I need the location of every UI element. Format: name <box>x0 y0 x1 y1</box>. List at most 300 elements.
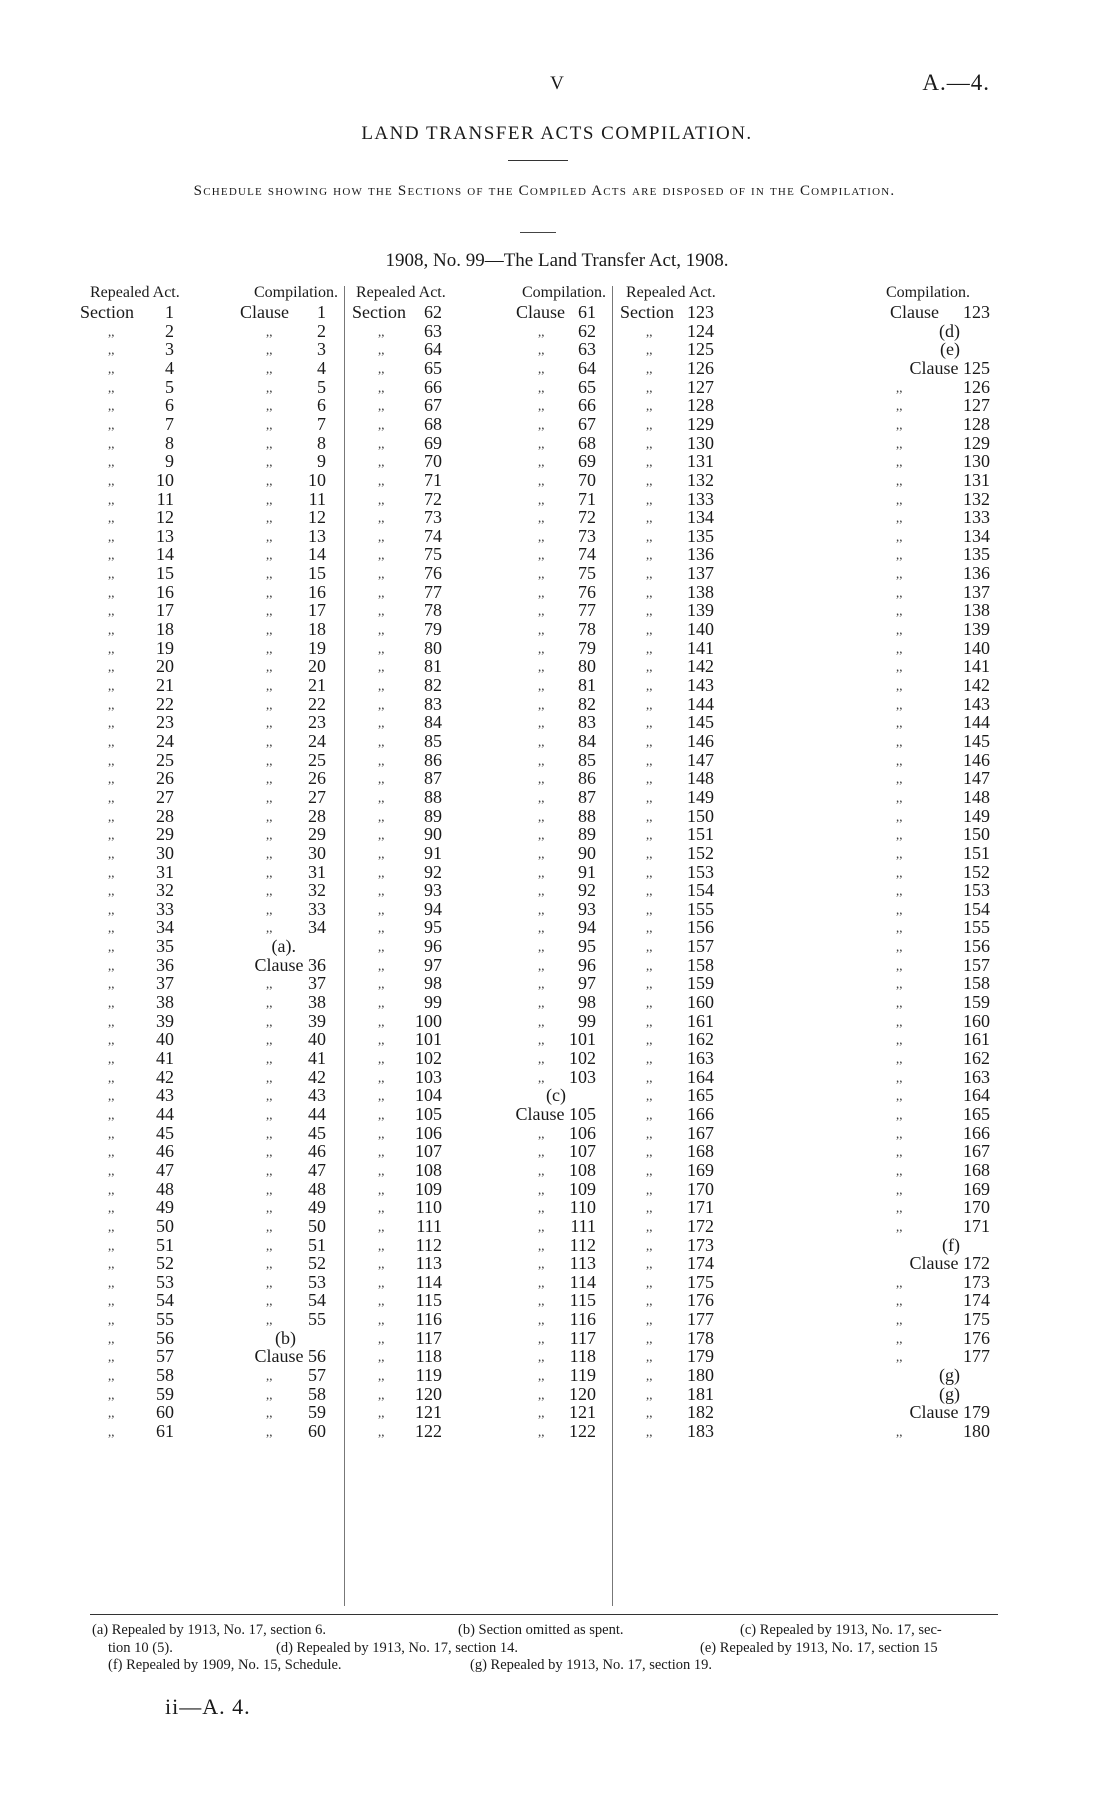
compilation-clause-number: 69 <box>578 451 596 472</box>
compilation-clause-number: 123 <box>963 302 990 322</box>
repealed-section-number: 131 <box>687 451 714 472</box>
compilation-clause-number: 111 <box>570 1215 596 1236</box>
ditto-mark: ,, <box>378 733 385 749</box>
repealed-section-number: 40 <box>156 1029 174 1050</box>
compilation-clause-number: 121 <box>569 1402 596 1423</box>
ditto-mark: ,, <box>538 472 545 488</box>
ditto-mark: ,, <box>896 789 903 805</box>
ditto-mark: ,, <box>896 603 903 619</box>
compilation-clause-number: 42 <box>308 1066 326 1087</box>
ditto-mark: ,, <box>266 1386 273 1402</box>
ditto-mark: ,, <box>266 733 273 749</box>
compilation-clause-number: 28 <box>308 805 326 826</box>
compilation-clause-number: 79 <box>578 637 596 658</box>
ditto-mark: ,, <box>378 360 385 376</box>
compilation-clause-number: 130 <box>963 451 990 472</box>
compilation-clause-number: 177 <box>963 1346 990 1367</box>
repealed-section-number: 174 <box>687 1253 714 1274</box>
ditto-mark: ,, <box>108 323 115 339</box>
ditto-mark: ,, <box>646 640 653 656</box>
ditto-mark: ,, <box>378 622 385 638</box>
compilation-clause-number: 67 <box>578 413 596 434</box>
ditto-mark: ,, <box>266 845 273 861</box>
ditto-mark: ,, <box>266 883 273 899</box>
compilation-clause-number: 152 <box>963 861 990 882</box>
compilation-clause-number: 153 <box>963 880 990 901</box>
ditto-mark: ,, <box>646 1200 653 1216</box>
repealed-section-number: 45 <box>156 1122 174 1143</box>
repealed-section-number: 73 <box>424 507 442 528</box>
ditto-mark: ,, <box>646 510 653 526</box>
ditto-mark: ,, <box>266 1013 273 1029</box>
ditto-mark: ,, <box>378 379 385 395</box>
ditto-mark: ,, <box>896 379 903 395</box>
ditto-mark: ,, <box>646 920 653 936</box>
repealed-section-number: 93 <box>424 880 442 901</box>
repealed-section-number: 71 <box>424 469 442 490</box>
compilation-clause-number: 27 <box>308 786 326 807</box>
compilation-clause-number: 176 <box>963 1327 990 1348</box>
compilation-clause-number: 112 <box>569 1234 596 1255</box>
ditto-mark: ,, <box>646 1424 653 1439</box>
ditto-mark: ,, <box>538 435 545 451</box>
repealed-section-number: 155 <box>687 898 714 919</box>
ditto-mark: ,, <box>108 1237 115 1253</box>
repealed-section-number: 84 <box>424 712 442 733</box>
ditto-mark: ,, <box>378 584 385 600</box>
compilation-clause-number: 167 <box>963 1141 990 1162</box>
repealed-section-number: 113 <box>415 1253 442 1274</box>
ditto-mark: ,, <box>646 1218 653 1234</box>
compilation-clause-number: 33 <box>308 898 326 919</box>
ditto-mark: ,, <box>108 1218 115 1234</box>
ditto-mark: ,, <box>108 659 115 675</box>
repealed-section-number: 53 <box>156 1271 174 1292</box>
repealed-section-number: 42 <box>156 1066 174 1087</box>
ditto-mark: ,, <box>646 789 653 805</box>
ditto-mark: ,, <box>266 752 273 768</box>
ditto-mark: ,, <box>108 995 115 1011</box>
ditto-mark: ,, <box>108 845 115 861</box>
ditto-mark: ,, <box>266 678 273 693</box>
ditto-mark: ,, <box>108 360 115 376</box>
footnote-b: (b) Section omitted as spent. <box>458 1622 624 1638</box>
clause-label: Clause <box>516 302 565 322</box>
compilation-clause-number: 142 <box>963 675 990 695</box>
repealed-section-number: 180 <box>687 1365 714 1386</box>
ditto-mark: ,, <box>266 1144 273 1160</box>
ditto-mark: ,, <box>538 789 545 805</box>
ditto-mark: ,, <box>538 715 545 731</box>
repealed-section-number: 154 <box>687 880 714 901</box>
ditto-mark: ,, <box>378 603 385 619</box>
repealed-section-number: 135 <box>687 525 714 546</box>
ditto-mark: ,, <box>378 901 385 917</box>
repealed-section-number: 2 <box>165 320 174 341</box>
ditto-mark: ,, <box>896 1424 903 1439</box>
ditto-mark: ,, <box>646 360 653 376</box>
ditto-mark: ,, <box>378 416 385 432</box>
ditto-mark: ,, <box>266 416 273 432</box>
repealed-section-number: 153 <box>687 861 714 882</box>
repealed-section-number: 70 <box>424 451 442 472</box>
repealed-section-number: 145 <box>687 712 714 733</box>
ditto-mark: ,, <box>266 603 273 619</box>
compilation-clause-number: 8 <box>317 432 326 453</box>
ditto-mark: ,, <box>646 827 653 843</box>
ditto-mark: ,, <box>538 1349 545 1365</box>
compilation-clause-number: 129 <box>963 432 990 453</box>
ditto-mark: ,, <box>266 1424 273 1439</box>
repealed-section-number: 158 <box>687 954 714 975</box>
ditto-mark: ,, <box>538 1162 545 1178</box>
compilation-clause-number: 21 <box>308 675 326 695</box>
repealed-section-number: 9 <box>165 451 174 472</box>
compilation-clause-number: 57 <box>308 1365 326 1386</box>
repealed-section-number: 81 <box>424 656 442 677</box>
ditto-mark: ,, <box>896 1013 903 1029</box>
repealed-section-number: 39 <box>156 1010 174 1031</box>
repealed-section-number: 172 <box>687 1215 714 1236</box>
ditto-mark: ,, <box>266 435 273 451</box>
compilation-clause-number: 171 <box>963 1215 990 1236</box>
compilation-clause-number: 137 <box>963 581 990 602</box>
ditto-mark: ,, <box>266 920 273 936</box>
ditto-mark: ,, <box>108 491 115 507</box>
ditto-mark: ,, <box>378 1200 385 1216</box>
ditto-mark: ,, <box>266 1237 273 1253</box>
ditto-mark: ,, <box>378 1218 385 1234</box>
ditto-mark: ,, <box>538 622 545 638</box>
ditto-mark: ,, <box>108 1032 115 1048</box>
repealed-section-number: 80 <box>424 637 442 658</box>
ditto-mark: ,, <box>646 752 653 768</box>
ditto-mark: ,, <box>378 1237 385 1253</box>
repealed-section-number: 46 <box>156 1141 174 1162</box>
compilation-clause-number: 13 <box>308 525 326 546</box>
repealed-section-number: 43 <box>156 1085 174 1106</box>
ditto-mark: ,, <box>646 491 653 507</box>
compilation-clause-number: 127 <box>963 395 990 416</box>
ditto-mark: ,, <box>538 678 545 693</box>
ditto-mark: ,, <box>646 528 653 544</box>
compilation-clause-number: 157 <box>963 954 990 975</box>
ditto-mark: ,, <box>108 1312 115 1328</box>
compilation-clause-number: 44 <box>308 1103 326 1124</box>
ditto-mark: ,, <box>538 1125 545 1141</box>
repealed-section-number: 37 <box>156 973 174 994</box>
page-reference: A.—4. <box>922 70 990 95</box>
ditto-mark: ,, <box>646 1181 653 1197</box>
ditto-mark: ,, <box>378 827 385 843</box>
ditto-mark: ,, <box>646 1106 653 1122</box>
compilation-clause-number: 110 <box>569 1197 596 1218</box>
compilation-clause-number: Clause 105 <box>515 1103 596 1124</box>
ditto-mark: ,, <box>896 435 903 451</box>
ditto-mark: ,, <box>108 454 115 470</box>
ditto-mark: ,, <box>646 1330 653 1346</box>
repealed-section-number: 90 <box>424 824 442 845</box>
repealed-section-number: 77 <box>424 581 442 602</box>
ditto-mark: ,, <box>378 939 385 955</box>
compilation-clause-number: 141 <box>963 656 990 677</box>
ditto-mark: ,, <box>378 1256 385 1272</box>
ditto-mark: ,, <box>108 1274 115 1290</box>
compilation-clause-number: 10 <box>308 469 326 490</box>
repealed-section-number: 114 <box>415 1271 442 1292</box>
ditto-mark: ,, <box>108 920 115 936</box>
ditto-mark: ,, <box>538 1051 545 1066</box>
compilation-clause-number: 50 <box>308 1215 326 1236</box>
repealed-section-number: 8 <box>165 432 174 453</box>
repealed-section-number: 161 <box>687 1010 714 1031</box>
repealed-section-number: 7 <box>165 413 174 434</box>
ditto-mark: ,, <box>378 659 385 675</box>
section-label: Section <box>80 302 134 322</box>
repealed-section-number: 163 <box>687 1048 714 1068</box>
ditto-mark: ,, <box>108 976 115 992</box>
repealed-section-number: 55 <box>156 1309 174 1330</box>
compilation-clause-number: 58 <box>308 1383 326 1404</box>
ditto-mark: ,, <box>646 1013 653 1029</box>
ditto-mark: ,, <box>538 342 545 358</box>
compilation-clause-number: 55 <box>308 1309 326 1330</box>
ditto-mark: ,, <box>108 827 115 843</box>
repealed-section-number: 148 <box>687 768 714 789</box>
ditto-mark: ,, <box>646 1256 653 1272</box>
compilation-clause-number: 84 <box>578 730 596 751</box>
ditto-mark: ,, <box>896 1293 903 1309</box>
ditto-mark: ,, <box>538 808 545 824</box>
compilation-clause-number: Clause 36 <box>254 954 326 975</box>
ditto-mark: ,, <box>896 1088 903 1104</box>
ditto-mark: ,, <box>646 715 653 731</box>
ditto-mark: ,, <box>378 1405 385 1421</box>
ditto-mark: ,, <box>896 1349 903 1365</box>
ditto-mark: ,, <box>266 1051 273 1066</box>
compilation-clause-number: 148 <box>963 786 990 807</box>
repealed-section-number: 86 <box>424 749 442 770</box>
ditto-mark: ,, <box>896 733 903 749</box>
repealed-section-number: 179 <box>687 1346 714 1367</box>
ditto-mark: ,, <box>266 1405 273 1421</box>
ditto-mark: ,, <box>896 957 903 973</box>
repealed-section-number: 132 <box>687 469 714 490</box>
ditto-mark: ,, <box>378 1424 385 1439</box>
compilation-clause-number: 7 <box>317 413 326 434</box>
ditto-mark: ,, <box>538 995 545 1011</box>
repealed-section-number: 83 <box>424 693 442 714</box>
ditto-mark: ,, <box>378 1088 385 1104</box>
ditto-mark: ,, <box>108 528 115 544</box>
ditto-mark: ,, <box>378 1312 385 1328</box>
compilation-clause-number: 75 <box>578 563 596 584</box>
ditto-mark: ,, <box>378 696 385 712</box>
ditto-mark: ,, <box>538 1181 545 1197</box>
repealed-section-number: 182 <box>687 1402 714 1423</box>
ditto-mark: ,, <box>108 416 115 432</box>
ditto-mark: ,, <box>108 808 115 824</box>
repealed-section-number: 31 <box>156 861 174 882</box>
ditto-mark: ,, <box>378 1181 385 1197</box>
ditto-mark: ,, <box>378 976 385 992</box>
ditto-mark: ,, <box>378 808 385 824</box>
compilation-clause-number: 29 <box>308 824 326 845</box>
ditto-mark: ,, <box>538 1013 545 1029</box>
ditto-mark: ,, <box>646 995 653 1011</box>
repealed-section-number: 88 <box>424 786 442 807</box>
ditto-mark: ,, <box>378 640 385 656</box>
ditto-mark: ,, <box>266 398 273 414</box>
compilation-clause-number: 26 <box>308 768 326 789</box>
ditto-mark: ,, <box>896 1274 903 1290</box>
ditto-mark: ,, <box>378 864 385 880</box>
repealed-section-number: 166 <box>687 1103 714 1124</box>
compilation-clause-number: 86 <box>578 768 596 789</box>
ditto-mark: ,, <box>538 659 545 675</box>
compilation-clause-number: 40 <box>308 1029 326 1050</box>
ditto-mark: ,, <box>378 323 385 339</box>
compilation-clause-number: 159 <box>963 992 990 1013</box>
repealed-section-number: 35 <box>156 936 174 957</box>
ditto-mark: ,, <box>378 1144 385 1160</box>
compilation-clause-number: 51 <box>308 1234 326 1255</box>
ditto-mark: ,, <box>896 1032 903 1048</box>
ditto-mark: ,, <box>266 454 273 470</box>
repealed-section-number: 169 <box>687 1159 714 1180</box>
compilation-clause-number: 87 <box>578 786 596 807</box>
ditto-mark: ,, <box>896 1330 903 1346</box>
ditto-mark: ,, <box>646 864 653 880</box>
ditto-mark: ,, <box>646 1405 653 1421</box>
header-compilation: Compilation. <box>254 284 338 301</box>
repealed-section-number: 147 <box>687 749 714 770</box>
repealed-section-number: 107 <box>415 1141 442 1162</box>
repealed-section-number: 157 <box>687 936 714 957</box>
compilation-clause-number: 114 <box>569 1271 596 1292</box>
compilation-clause-number: 54 <box>308 1290 326 1311</box>
heading-divider <box>520 232 556 233</box>
compilation-clause-number: 73 <box>578 525 596 546</box>
compilation-clause-number: 81 <box>578 675 596 695</box>
ditto-mark: ,, <box>538 1256 545 1272</box>
ditto-mark: ,, <box>538 566 545 582</box>
repealed-section-number: 111 <box>416 1215 442 1236</box>
ditto-mark: ,, <box>108 789 115 805</box>
repealed-section-number: 104 <box>415 1085 442 1106</box>
ditto-mark: ,, <box>646 939 653 955</box>
repealed-section-number: 167 <box>687 1122 714 1143</box>
ditto-mark: ,, <box>378 1293 385 1309</box>
compilation-clause-number: 146 <box>963 749 990 770</box>
ditto-mark: ,, <box>538 360 545 376</box>
repealed-section-number: 60 <box>156 1402 174 1423</box>
compilation-clause-number: 128 <box>963 413 990 434</box>
compilation-clause-number: 63 <box>578 339 596 360</box>
compilation-clause-number: 82 <box>578 693 596 714</box>
ditto-mark: ,, <box>108 435 115 451</box>
ditto-mark: ,, <box>378 1386 385 1402</box>
compilation-clause-number: 83 <box>578 712 596 733</box>
ditto-mark: ,, <box>646 566 653 582</box>
section-label: Section <box>620 302 674 322</box>
ditto-mark: ,, <box>266 827 273 843</box>
ditto-mark: ,, <box>538 1424 545 1439</box>
ditto-mark: ,, <box>266 1106 273 1122</box>
ditto-mark: ,, <box>378 920 385 936</box>
ditto-mark: ,, <box>266 696 273 712</box>
ditto-mark: ,, <box>896 416 903 432</box>
repealed-section-number: 28 <box>156 805 174 826</box>
ditto-mark: ,, <box>378 1013 385 1029</box>
repealed-section-number: 30 <box>156 842 174 863</box>
repealed-section-number: 79 <box>424 619 442 640</box>
repealed-section-number: 87 <box>424 768 442 789</box>
repealed-section-number: 15 <box>156 563 174 584</box>
repealed-section-number: 92 <box>424 861 442 882</box>
ditto-mark: ,, <box>646 976 653 992</box>
ditto-mark: ,, <box>896 939 903 955</box>
repealed-section-number: 103 <box>415 1066 442 1087</box>
ditto-mark: ,, <box>266 659 273 675</box>
compilation-clause-number: 11 <box>308 488 326 509</box>
compilation-clause-number: 161 <box>963 1029 990 1050</box>
ditto-mark: ,, <box>896 752 903 768</box>
table-bottom-rule <box>90 1614 998 1615</box>
repealed-section-number: 29 <box>156 824 174 845</box>
repealed-section-number: 151 <box>687 824 714 845</box>
compilation-clause-number: 135 <box>963 544 990 565</box>
ditto-mark: ,, <box>538 454 545 470</box>
compilation-clause-number: 30 <box>308 842 326 863</box>
ditto-mark: ,, <box>108 901 115 917</box>
ditto-mark: ,, <box>108 603 115 619</box>
compilation-clause-number: Clause 179 <box>909 1402 990 1423</box>
repealed-section-number: 112 <box>415 1234 442 1255</box>
repealed-section-number: 6 <box>165 395 174 416</box>
ditto-mark: ,, <box>108 472 115 488</box>
repealed-section-number: 24 <box>156 730 174 751</box>
ditto-mark: ,, <box>538 1200 545 1216</box>
repealed-section-number: 49 <box>156 1197 174 1218</box>
compilation-clause-number: 158 <box>963 973 990 994</box>
ditto-mark: ,, <box>266 491 273 507</box>
ditto-mark: ,, <box>538 416 545 432</box>
ditto-mark: ,, <box>378 845 385 861</box>
repealed-section-number: 173 <box>687 1234 714 1255</box>
ditto-mark: ,, <box>896 510 903 526</box>
ditto-mark: ,, <box>266 547 273 563</box>
ditto-mark: ,, <box>646 472 653 488</box>
ditto-mark: ,, <box>538 379 545 395</box>
ditto-mark: ,, <box>646 1349 653 1365</box>
repealed-section-number: 50 <box>156 1215 174 1236</box>
repealed-section-number: 102 <box>415 1048 442 1068</box>
repealed-section-number: 160 <box>687 992 714 1013</box>
repealed-section-number: 124 <box>687 320 714 341</box>
ditto-mark: ,, <box>266 1218 273 1234</box>
ditto-mark: ,, <box>538 398 545 414</box>
compilation-clause-number: 165 <box>963 1103 990 1124</box>
footnote-d: (d) Repealed by 1913, No. 17, section 14. <box>276 1639 519 1656</box>
ditto-mark: ,, <box>538 1069 545 1085</box>
ditto-mark: ,, <box>538 584 545 600</box>
repealed-section-number: 52 <box>156 1253 174 1274</box>
compilation-clause-number: 2 <box>317 320 326 341</box>
ditto-mark: ,, <box>108 1144 115 1160</box>
compilation-clause-number: 14 <box>308 544 326 565</box>
repealed-section-number: 116 <box>415 1309 442 1330</box>
